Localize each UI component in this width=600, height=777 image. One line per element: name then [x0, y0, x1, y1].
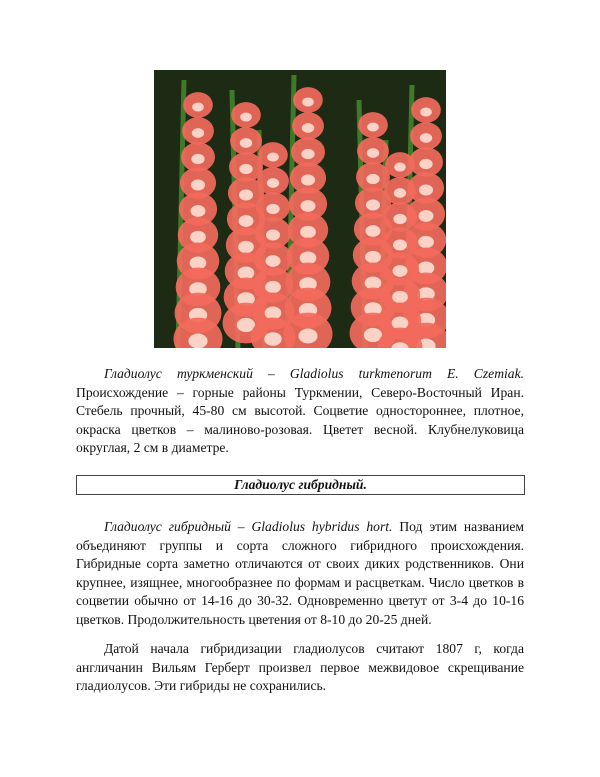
flower [231, 102, 261, 128]
hybridization-history: Датой начала гибридизации гладиолусов считают 1807 г, когда англичанин Вильям Герберт произвел первое межвидовое скрещивание гладиолусов. Эти гибриды не сохранились. [76, 641, 524, 694]
species-turkmen-dash: – [252, 366, 290, 381]
species-turkmen-description [76, 365, 524, 458]
flower [411, 97, 441, 123]
flower [257, 167, 289, 195]
species-hybrid-description [76, 518, 524, 630]
species-turkmen-name-lat: Gladiolus turkmenorum E. Czemiak. [289, 366, 525, 381]
flower [385, 152, 415, 178]
flower [258, 142, 288, 168]
gladiolus-photo-icon [154, 70, 446, 348]
flower [183, 92, 213, 118]
flower [357, 137, 389, 165]
flower [384, 177, 416, 205]
flower [293, 87, 323, 113]
gladiolus-photo [154, 70, 446, 348]
species-turkmen-text: Происхождение – горные районы Туркмении, Северо-Восточный Иран. Стебель прочный, 45-80 см высотой. Соцветие одностороннее, плотное, окраска цветков – малиново-розовая. Цветет весной. Клубнелуковица округлая, 2 см в диаметре. [76, 384, 524, 456]
species-hybrid-text: Под этим названием объединяют группы и сорта сложного гибридного происхождения. Гибридные сорта заметно отличаются от своих диких родственников. Они крупнее, изящнее, многообразнее по формам и расцветкам. Число цветков в соцветии обычно от 14-16 до 30-32. Одновременно цветут от 3-4 до 10-16 цветков. Продолжительность цветения от 8-10 до 20-25 дней. [76, 519, 525, 627]
flower [230, 127, 262, 155]
flower [292, 112, 324, 140]
flower [358, 112, 388, 138]
section-heading-hybrid: Гладиолус гибридный. [76, 475, 525, 495]
flower [410, 122, 442, 150]
flower [182, 117, 214, 145]
species-hybrid-name-ru: Гладиолус гибридный [104, 519, 231, 534]
species-hybrid-name-lat: Gladiolus hybridus hort. [251, 519, 393, 534]
species-hybrid-dash: – [230, 519, 252, 534]
species-turkmen-name-ru: Гладиолус туркменский [104, 366, 253, 381]
